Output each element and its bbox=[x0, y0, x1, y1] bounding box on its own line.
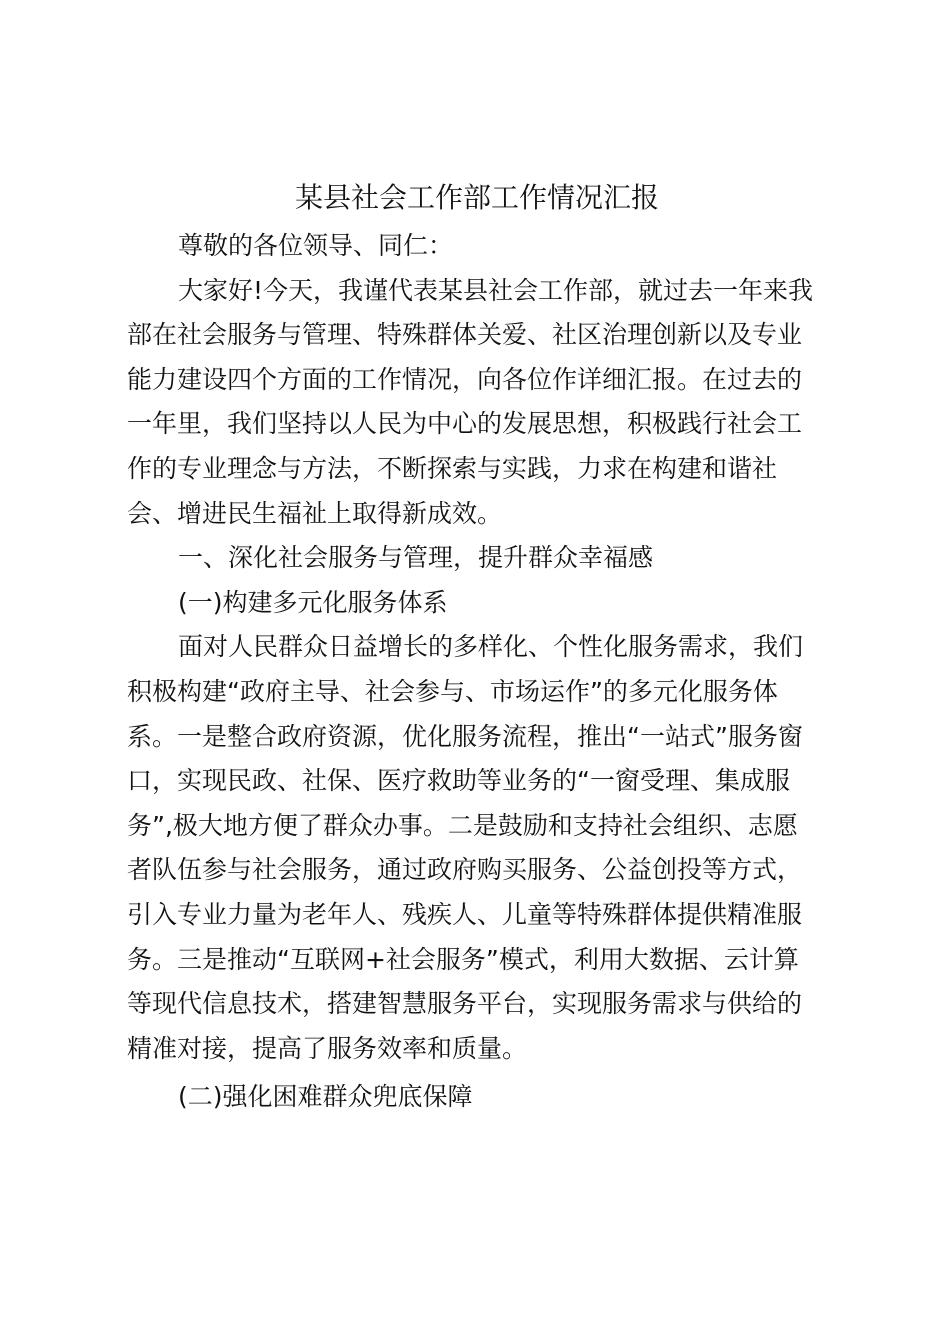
intro-line: 作的专业理念与方法，不断探索与实践，力求在构建和谐社 bbox=[127, 453, 778, 483]
intro-line: 能力建设四个方面的工作情况，向各位作详细汇报。在过去的 bbox=[127, 364, 803, 394]
section-heading: 一、深化社会服务与管理，提升群众幸福感 bbox=[178, 543, 654, 573]
document-title: 某县社会工作部工作情况汇报 bbox=[294, 181, 659, 214]
paragraph-line: 等现代信息技术，搭建智慧服务平台，实现服务需求与供给的 bbox=[127, 989, 803, 1019]
paragraph-line: 精准对接，提高了服务效率和质量。 bbox=[127, 1033, 528, 1063]
intro-line: 会、增进民生福祉上取得新成效。 bbox=[127, 498, 503, 528]
subsection-heading: (一)构建多元化服务体系 bbox=[178, 587, 448, 617]
intro-line: 一年里，我们坚持以人民为中心的发展思想，积极践行社会工 bbox=[127, 409, 803, 439]
paragraph-line: 引入专业力量为老年人、残疾人、儿童等特殊群体提供精准服 bbox=[127, 899, 803, 929]
paragraph-line: 积极构建“政府主导、社会参与、市场运作”的多元化服务体 bbox=[127, 676, 778, 706]
intro-paragraph bbox=[127, 269, 827, 537]
paragraph-line: 面对人民群众日益增长的多样化、个性化服务需求，我们 bbox=[178, 632, 804, 662]
paragraph-line: 者队伍参与社会服务，通过政府购买服务、公益创投等方式， bbox=[127, 855, 803, 885]
paragraph-line: 务”,极大地方便了群众办事。二是鼓励和支持社会组织、志愿 bbox=[127, 810, 798, 840]
paragraph-line: 系。一是整合政府资源，优化服务流程，推出“一站式”服务窗 bbox=[127, 721, 803, 751]
salutation: 尊敬的各位领导、同仁： bbox=[178, 231, 454, 260]
document-body bbox=[127, 176, 827, 1120]
paragraph-line: 务。三是推动“互联网+社会服务”模式，利用大数据、云计算 bbox=[127, 944, 799, 974]
intro-line: 部在社会服务与管理、特殊群体关爱、社区治理创新以及专业 bbox=[127, 320, 803, 350]
subsection-paragraph bbox=[127, 625, 827, 1071]
paragraph-line: 口，实现民政、社保、医疗救助等业务的“一窗受理、集成服 bbox=[127, 766, 790, 796]
intro-line: 大家好!今天，我谨代表某县社会工作部，就过去一年来我 bbox=[178, 275, 814, 305]
subsection-heading: (二)强化困难群众兜底保障 bbox=[178, 1082, 473, 1112]
